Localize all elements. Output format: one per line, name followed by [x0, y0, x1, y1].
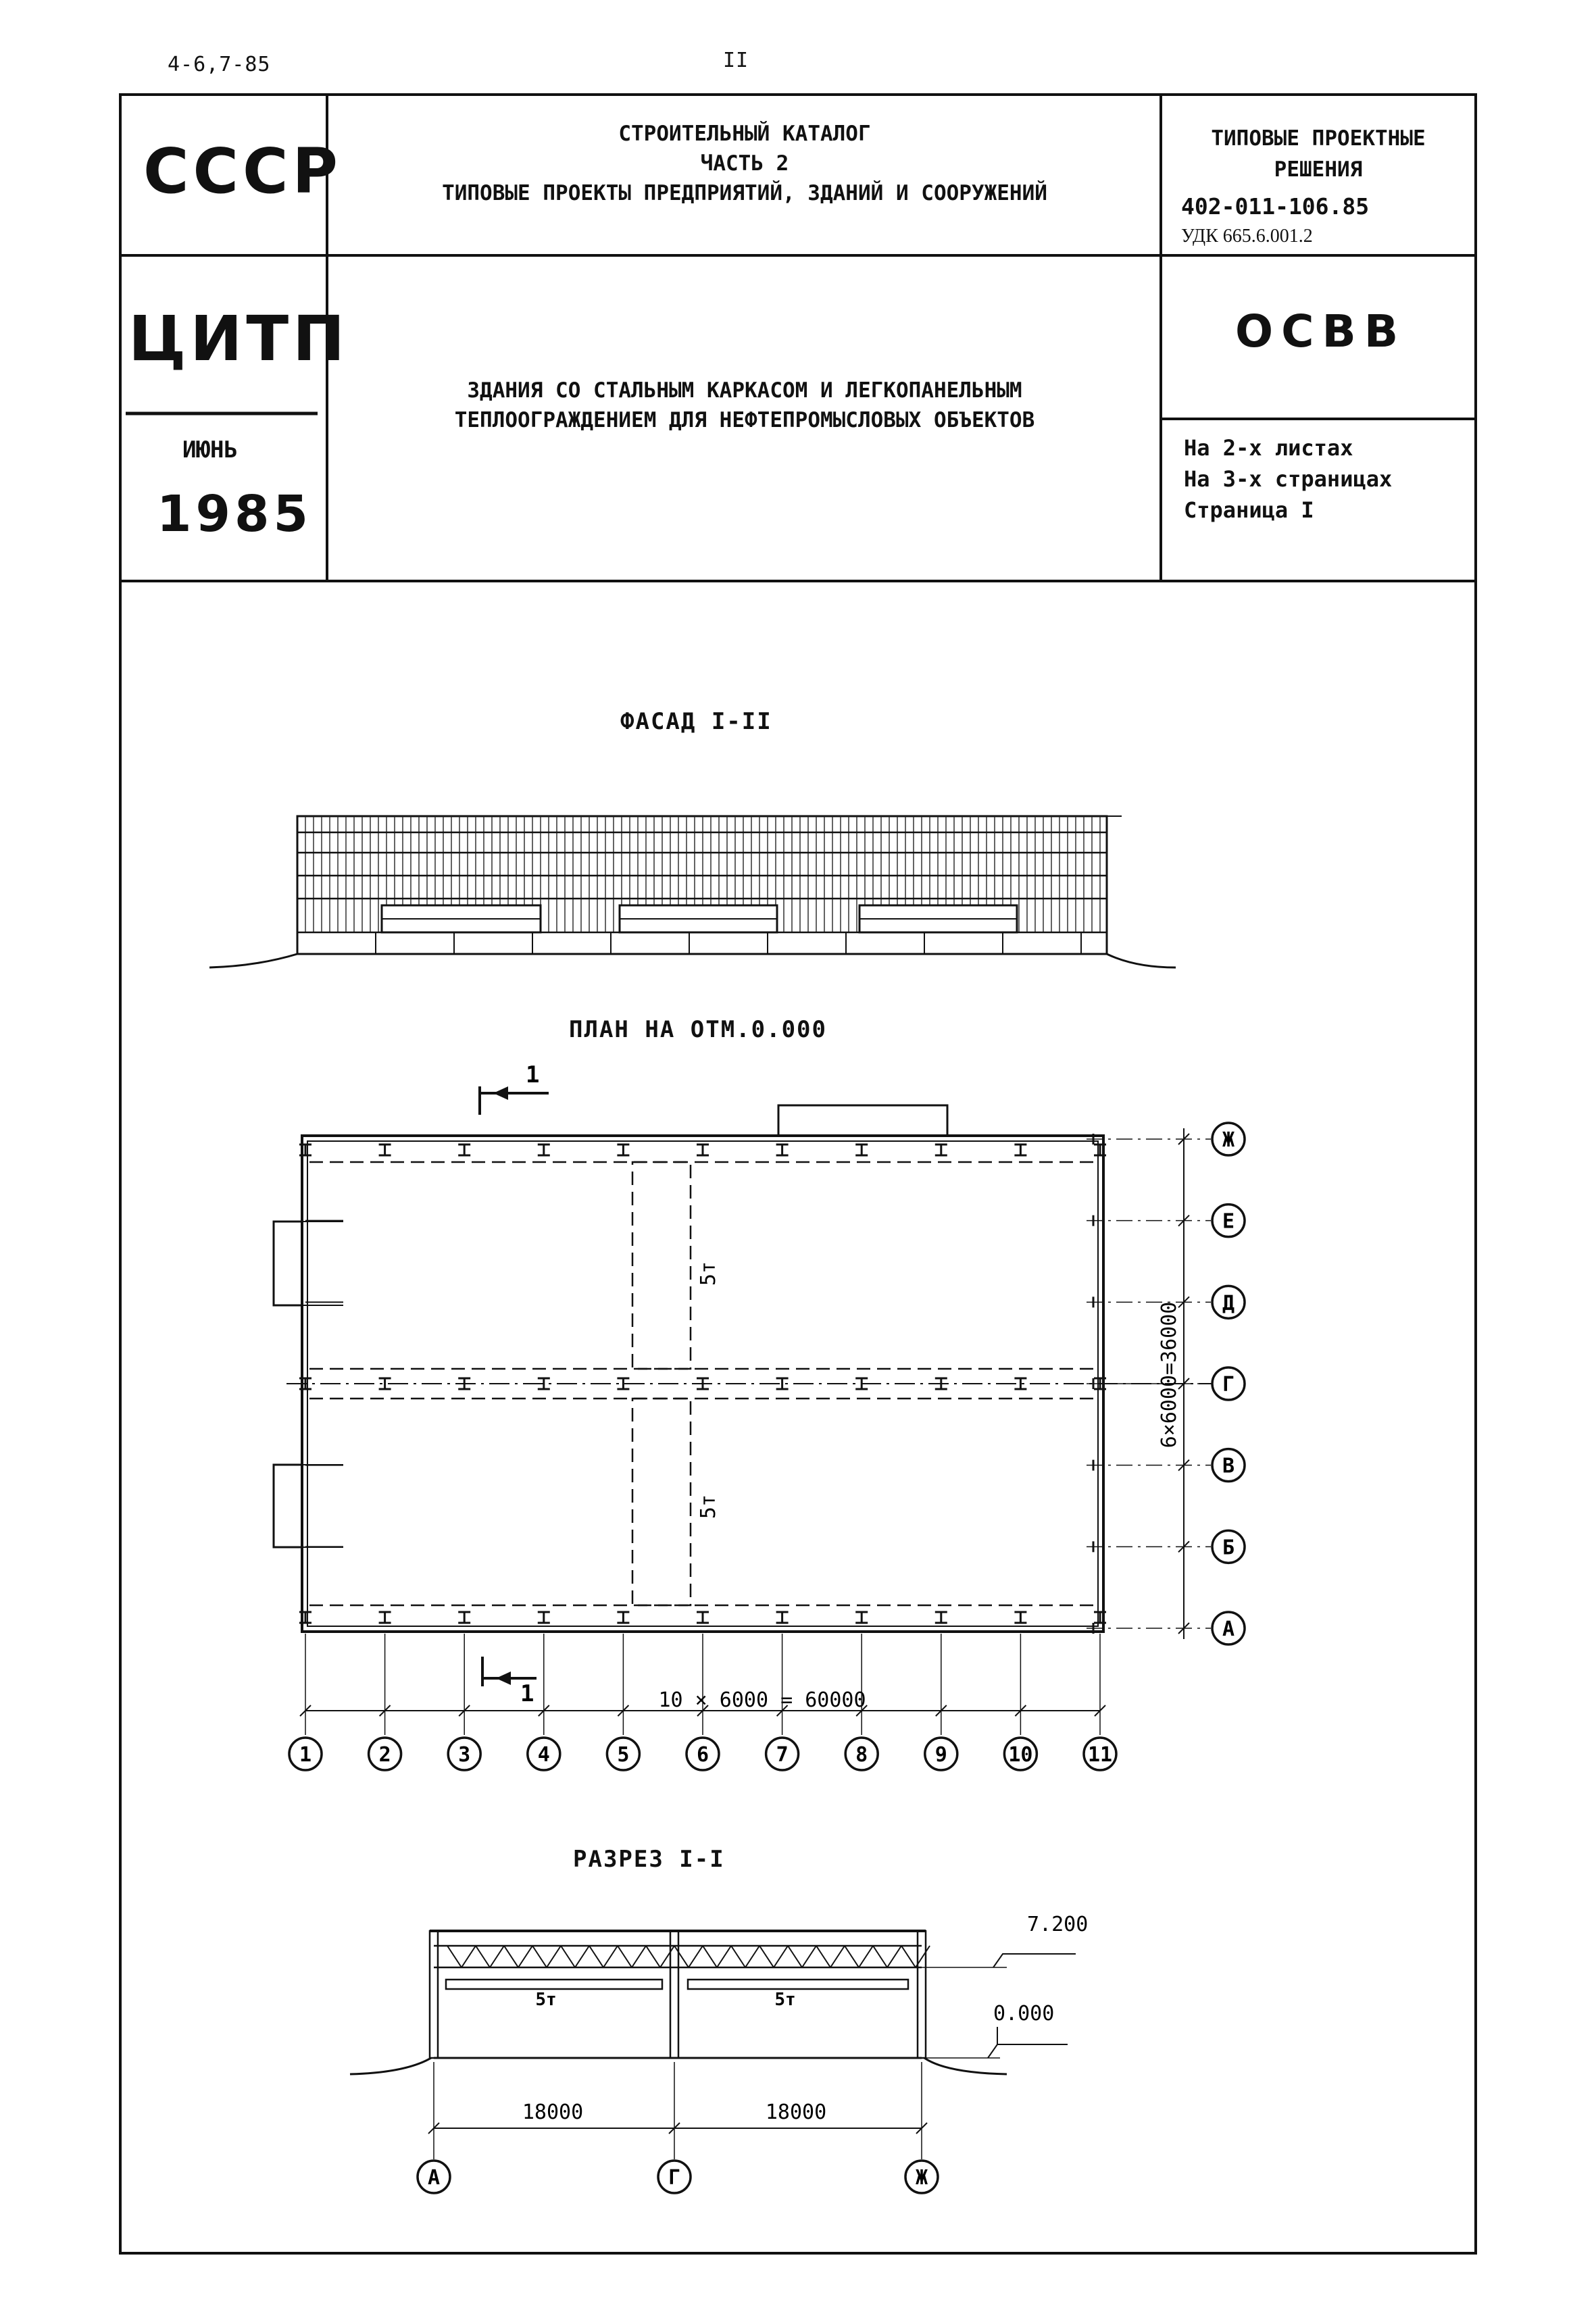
crane-label-lower: 5т — [697, 1494, 720, 1519]
axis-col-1-label: 1 — [299, 1743, 312, 1767]
section-truss-diagonal — [759, 1946, 774, 1967]
section-code: ОСВВ — [1235, 305, 1407, 357]
sheets-count: На 2-х листах — [1184, 435, 1353, 461]
section-truss-diagonal — [774, 1946, 788, 1967]
org-sssr: СССР — [143, 135, 342, 207]
section-truss-diagonal — [731, 1946, 745, 1967]
type-line-1: ТИПОВЫЕ ПРОЕКТНЫЕ — [1211, 126, 1426, 151]
axis-col-6-label: 6 — [696, 1743, 709, 1767]
axis-row-Д-label: Д — [1222, 1291, 1235, 1315]
section-truss-diagonal — [845, 1946, 859, 1967]
section-truss-diagonal — [547, 1946, 561, 1967]
axis-col-3-label: 3 — [458, 1743, 471, 1767]
section-truss-diagonal — [674, 1946, 689, 1967]
section-truss-diagonal — [603, 1946, 618, 1967]
crane-label-upper: 5т — [697, 1261, 720, 1286]
section-truss-diagonal — [689, 1946, 703, 1967]
section-truss-diagonal — [745, 1946, 759, 1967]
section-truss-diagonal — [873, 1946, 887, 1967]
axis-row-Ж-label: Ж — [1222, 1128, 1235, 1152]
section-truss-diagonal — [476, 1946, 490, 1967]
axis-row-Е-label: Е — [1222, 1209, 1235, 1234]
axis-col-10-label: 10 — [1008, 1743, 1033, 1767]
section-truss-diagonal — [589, 1946, 603, 1967]
project-title-line-2: ТЕПЛООГРАЖДЕНИЕМ ДЛЯ НЕФТЕПРОМЫСЛОВЫХ ОБЪЕКТОВ — [454, 408, 1035, 432]
section-mark-bottom: 1 — [520, 1680, 534, 1707]
section-ground-right — [924, 2058, 1007, 2074]
plan-vertical-dimension: 6×6000=36000 — [1157, 1301, 1181, 1449]
section-column — [430, 1931, 438, 2058]
crane-label-section-right: 5т — [774, 1990, 796, 2010]
section-truss-diagonal — [646, 1946, 660, 1967]
facade-title: ФАСАД I-II — [620, 708, 772, 735]
project-title-line-1: ЗДАНИЯ СО СТАЛЬНЫМ КАРКАСОМ И ЛЕГКОПАНЕЛЬНЫМ — [467, 378, 1022, 403]
section-truss-diagonal — [830, 1946, 845, 1967]
pages-count: На 3-х страницах — [1184, 466, 1393, 492]
crane-label-section-left: 5т — [535, 1990, 557, 2010]
section-axis-Ж-label: Ж — [915, 2166, 928, 2190]
section-title: РАЗРЕЗ I-I — [573, 1846, 725, 1873]
section-truss-diagonal — [802, 1946, 816, 1967]
section-mark-top: 1 — [526, 1061, 540, 1088]
catalog-line-1: СТРОИТЕЛЬНЫЙ КАТАЛОГ — [618, 122, 871, 146]
issue-year: 1985 — [157, 485, 312, 543]
document-code: 4-6,7-85 — [168, 53, 271, 76]
udk-code: УДК 665.6.001.2 — [1181, 226, 1313, 247]
axis-col-7-label: 7 — [776, 1743, 789, 1767]
section-ground-left — [350, 2058, 431, 2074]
section-truss-diagonal — [901, 1946, 916, 1967]
section-elev-flag-zero — [988, 2027, 1068, 2058]
elevation-zero: 0.000 — [993, 2002, 1055, 2026]
section-truss-diagonal — [462, 1946, 476, 1967]
section-truss-diagonal — [518, 1946, 532, 1967]
section-truss-diagonal — [447, 1946, 462, 1967]
section-crane-beam-right — [688, 1980, 908, 1989]
section-truss-diagonal — [887, 1946, 901, 1967]
section-truss-diagonal — [660, 1946, 674, 1967]
catalog-line-3: ТИПОВЫЕ ПРОЕКТЫ ПРЕДПРИЯТИЙ, ЗДАНИЙ И СООРУЖЕНИЙ — [442, 181, 1047, 205]
axis-row-Г-label: Г — [1222, 1373, 1235, 1397]
section-truss-diagonal — [859, 1946, 873, 1967]
axis-row-В-label: В — [1222, 1454, 1235, 1478]
span-dimension-left: 18000 — [522, 2101, 584, 2124]
section-truss-diagonal — [717, 1946, 731, 1967]
plan-horizontal-dimension: 10 × 6000 = 60000 — [658, 1688, 866, 1712]
section-truss-diagonal — [575, 1946, 589, 1967]
section-axis-А-label: А — [427, 2166, 441, 2190]
axis-row-А-label: А — [1222, 1617, 1235, 1641]
section-truss-diagonal — [632, 1946, 646, 1967]
elevation-top: 7.200 — [1027, 1913, 1089, 1936]
section-truss-diagonal — [504, 1946, 518, 1967]
catalog-line-2: ЧАСТЬ 2 — [700, 151, 789, 176]
plan-title: ПЛАН НА ОТМ.0.000 — [569, 1016, 827, 1043]
section-truss-diagonal — [490, 1946, 504, 1967]
org-citp: ЦИТП — [128, 303, 349, 375]
section-truss-diagonal — [618, 1946, 632, 1967]
axis-col-4-label: 4 — [537, 1743, 550, 1767]
type-line-2: РЕШЕНИЯ — [1274, 157, 1363, 182]
page-number: II — [723, 49, 749, 72]
current-page: Страница I — [1184, 497, 1314, 523]
section-axis-Г-label: Г — [668, 2166, 681, 2190]
project-number: 402-011-106.85 — [1181, 193, 1370, 220]
section-truss-diagonal — [532, 1946, 547, 1967]
section-truss-diagonal — [561, 1946, 575, 1967]
axis-col-8-label: 8 — [855, 1743, 868, 1767]
section-truss-diagonal — [703, 1946, 717, 1967]
section-crane-beam-left — [446, 1980, 662, 1989]
span-dimension-right: 18000 — [765, 2101, 827, 2124]
axis-col-5-label: 5 — [617, 1743, 630, 1767]
axis-col-2-label: 2 — [378, 1743, 391, 1767]
axis-row-Б-label: Б — [1222, 1536, 1235, 1560]
section-truss-diagonal — [788, 1946, 802, 1967]
section-elev-flag-top — [993, 1954, 1076, 1967]
section-truss-diagonal — [816, 1946, 830, 1967]
axis-col-9-label: 9 — [934, 1743, 947, 1767]
axis-col-11-label: 11 — [1087, 1743, 1113, 1767]
section-column — [918, 1931, 926, 2058]
issue-month: ИЮНЬ — [182, 436, 238, 463]
